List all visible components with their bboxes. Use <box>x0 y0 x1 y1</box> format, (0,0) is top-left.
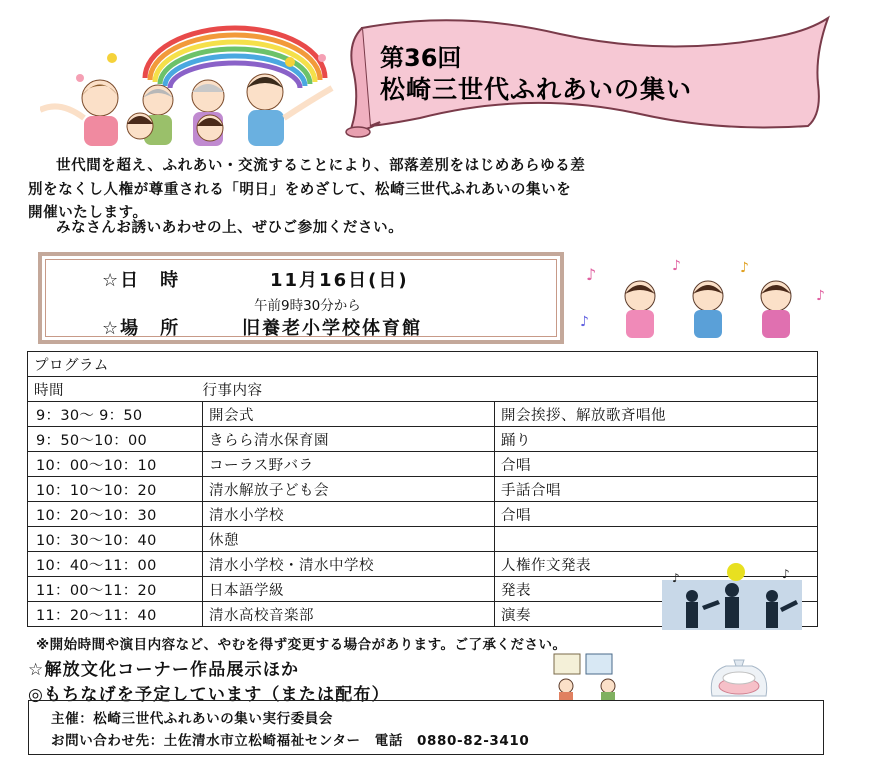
event-cell: 開会式 <box>203 402 495 427</box>
time-cell: 10：40～11：00 <box>28 552 203 577</box>
intro-line-4: みなさんお誘いあわせの上、ぜひご参加ください。 <box>56 220 404 236</box>
event-info-box <box>38 252 564 344</box>
detail-cell <box>495 527 818 552</box>
detail-cell: 演奏 <box>495 602 818 627</box>
time-cell: 9：30～ 9：50 <box>28 402 203 427</box>
svg-text:♪: ♪ <box>740 260 749 276</box>
detail-cell: 合唱 <box>495 502 818 527</box>
organizer: 主催：松崎三世代ふれあいの集い実行委員会 <box>51 711 333 727</box>
place-value: 旧養老小学校体育館 <box>242 318 422 339</box>
event-cell: コーラス野バラ <box>203 452 495 477</box>
band-silhouette-illustration <box>662 560 802 630</box>
exhibit-illustration <box>550 652 630 700</box>
svg-text:♪: ♪ <box>580 314 589 330</box>
detail-cell: 合唱 <box>495 452 818 477</box>
page-title: 松崎三世代ふれあいの集い <box>380 75 693 104</box>
table-row <box>28 427 818 452</box>
table-row <box>28 502 818 527</box>
table-row <box>28 402 818 427</box>
event-cell: 日本語学級 <box>203 577 495 602</box>
event-cell: 休憩 <box>203 527 495 552</box>
time-cell: 10：10～10：20 <box>28 477 203 502</box>
mochinage-note: ◎もちなげを予定しています（または配布） <box>28 685 390 705</box>
contact-info: お問い合わせ先：土佐清水市立松崎福祉センター 電話 0880-82-3410 <box>51 733 530 749</box>
date-value: 11月16日(日) <box>270 270 409 291</box>
time-value: 午前9時30分から <box>254 298 361 314</box>
svg-text:♪: ♪ <box>816 288 825 304</box>
place-label: ☆場 所 <box>102 318 181 339</box>
family-rainbow-illustration <box>40 18 340 148</box>
event-cell: 清水解放子ども会 <box>203 477 495 502</box>
intro-line-2: 別をなくし人権が尊重される「明日」をめざして、松崎三世代ふれあいの集いを <box>28 182 572 198</box>
footer-box <box>28 700 824 755</box>
intro-line-1: 世代間を超え、ふれあい・交流することにより、部落差別をはじめあらゆる差 <box>56 158 586 174</box>
dancing-children-illustration <box>580 256 840 348</box>
detail-cell: 踊り <box>495 427 818 452</box>
event-cell: 清水高校音楽部 <box>203 602 495 627</box>
time-cell: 10：30～10：40 <box>28 527 203 552</box>
detail-cell: 人権作文発表 <box>495 552 818 577</box>
table-row <box>28 452 818 477</box>
date-label: ☆日 時 <box>102 270 181 291</box>
svg-text:♪: ♪ <box>672 571 680 585</box>
exhibit-note: ☆解放文化コーナー作品展示ほか <box>28 660 300 680</box>
event-cell: きらら清水保育園 <box>203 427 495 452</box>
column-header-event: 行事内容 <box>203 377 818 402</box>
svg-text:♪: ♪ <box>782 567 790 581</box>
detail-cell: 手話合唱 <box>495 477 818 502</box>
column-header-time: 時間 <box>28 377 203 402</box>
mochi-illustration <box>704 652 774 700</box>
time-cell: 11：20～11：40 <box>28 602 203 627</box>
svg-text:♪: ♪ <box>586 265 597 284</box>
edition-number: 第36回 <box>380 44 462 72</box>
time-cell: 11：00～11：20 <box>28 577 203 602</box>
event-cell: 清水小学校 <box>203 502 495 527</box>
detail-cell: 開会挨拶、解放歌斉唱他 <box>495 402 818 427</box>
svg-text:♪: ♪ <box>672 258 681 274</box>
event-cell: 清水小学校・清水中学校 <box>203 552 495 577</box>
table-row <box>28 527 818 552</box>
program-title: プログラム <box>28 352 818 377</box>
time-cell: 10：00～10：10 <box>28 452 203 477</box>
change-notice: ※開始時間や演目内容など、やむを得ず変更する場合があります。ご了承ください。 <box>36 637 567 653</box>
table-row <box>28 477 818 502</box>
time-cell: 10：20～10：30 <box>28 502 203 527</box>
time-cell: 9：50～10：00 <box>28 427 203 452</box>
intro-line-3: 開催いたします。 <box>28 205 148 221</box>
detail-cell: 発表 <box>495 577 818 602</box>
